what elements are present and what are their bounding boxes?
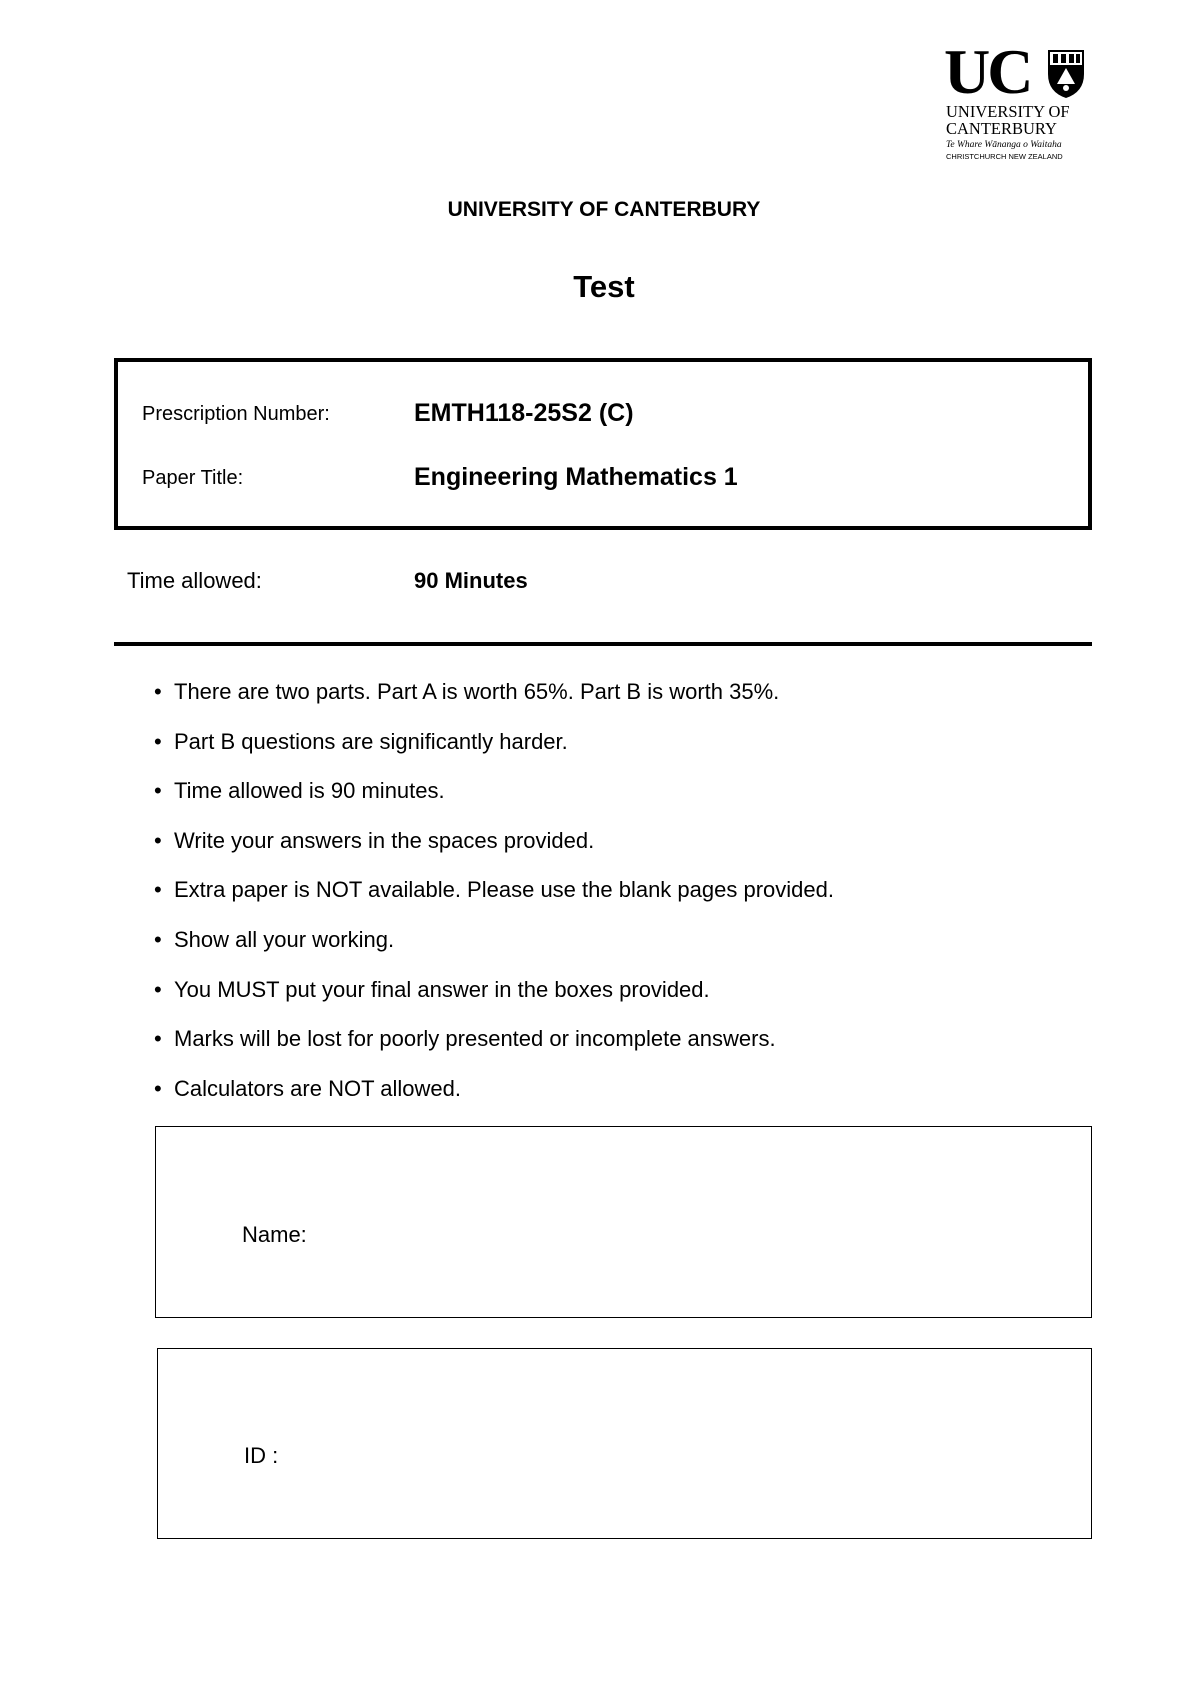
logo-line-canterbury: CANTERBURY: [946, 119, 1057, 138]
instruction-item: [154, 877, 1074, 927]
instruction-text: Show all your working.: [174, 926, 395, 952]
section-divider: [114, 642, 1092, 646]
instruction-text: Write your answers in the spaces provided.: [174, 827, 595, 853]
instruction-item: [154, 729, 1074, 779]
logo-line-university-of: UNIVERSITY OF: [946, 102, 1070, 121]
logo-mark-row: [944, 36, 1094, 107]
id-label: ID :: [244, 1443, 279, 1468]
instruction-item: [154, 828, 1074, 878]
instruction-item: [154, 1076, 1074, 1126]
university-crest-icon: [1046, 48, 1086, 100]
bullet-icon: •: [154, 728, 162, 754]
name-field-box[interactable]: [155, 1126, 1092, 1318]
prescription-number-value: EMTH118-25S2 (C): [414, 399, 634, 427]
bullet-icon: •: [154, 1075, 162, 1101]
bullet-icon: •: [154, 877, 162, 903]
instruction-item: [154, 679, 1074, 729]
logo-line-location: CHRISTCHURCH NEW ZEALAND: [946, 152, 1063, 161]
bullet-icon: •: [154, 778, 162, 804]
instruction-text: Time allowed is 90 minutes.: [174, 778, 445, 804]
bullet-icon: •: [154, 827, 162, 853]
bullet-icon: •: [154, 926, 162, 952]
name-label: Name:: [242, 1222, 307, 1247]
instruction-text: Calculators are NOT allowed.: [174, 1075, 461, 1101]
bullet-icon: •: [154, 976, 162, 1002]
logo-line-maori-name: Te Whare Wānanga o Waitaha: [946, 140, 1062, 150]
document-title: Test: [573, 269, 635, 304]
course-info-box: [114, 358, 1092, 530]
instructions-list: [154, 679, 1074, 1125]
paper-title-value: Engineering Mathematics 1: [414, 463, 738, 491]
time-allowed-value: 90 Minutes: [414, 568, 528, 593]
time-allowed-label: Time allowed:: [127, 568, 262, 593]
university-logo: [944, 36, 1094, 162]
instruction-text: Part B questions are significantly harder.: [174, 728, 568, 754]
paper-title-label: Paper Title:: [142, 467, 244, 489]
instruction-text: Marks will be lost for poorly presented or incomplete answers.: [174, 1026, 776, 1052]
instruction-item: [154, 927, 1074, 977]
prescription-number-label: Prescription Number:: [142, 403, 330, 425]
instruction-text: There are two parts. Part A is worth 65%. Part B is worth 35%.: [174, 679, 780, 704]
instruction-text: You MUST put your final answer in the boxes provided.: [174, 976, 710, 1002]
instruction-item: [154, 1026, 1074, 1076]
bullet-icon: •: [154, 1026, 162, 1052]
university-heading: UNIVERSITY OF CANTERBURY: [447, 198, 761, 221]
bullet-icon: •: [154, 679, 162, 704]
logo-uc-letters: UC: [944, 36, 1031, 107]
instruction-item: [154, 977, 1074, 1027]
instruction-item: [154, 778, 1074, 828]
id-field-box[interactable]: [157, 1348, 1092, 1539]
instruction-text: Extra paper is NOT available. Please use the blank pages provided.: [174, 877, 834, 903]
